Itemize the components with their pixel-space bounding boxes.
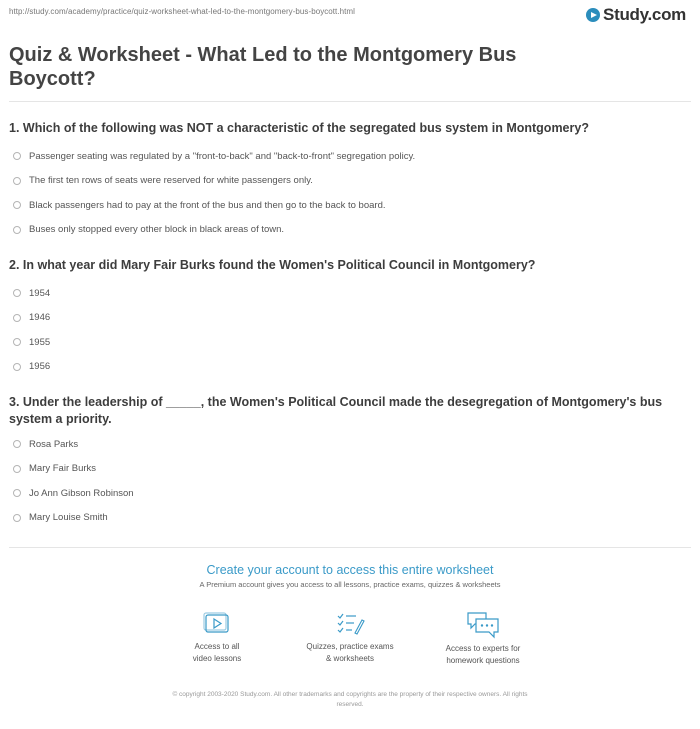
radio-icon[interactable] <box>13 152 21 160</box>
play-logo-icon <box>586 8 600 22</box>
feature-line: Access to all <box>194 642 240 651</box>
question-text: 2. In what year did Mary Fair Burks found the Women's Political Council in Montgomery? <box>9 258 536 272</box>
feature-label <box>418 643 548 666</box>
options-list <box>9 144 691 242</box>
radio-icon[interactable] <box>13 201 21 209</box>
radio-icon[interactable] <box>13 289 21 297</box>
answer-option[interactable] <box>9 506 691 531</box>
answer-option[interactable] <box>9 281 691 306</box>
cta-title[interactable]: Create your account to access this entire worksheet <box>206 563 494 577</box>
radio-icon[interactable] <box>13 314 21 322</box>
answer-option[interactable] <box>9 169 691 194</box>
question-2 <box>9 257 691 379</box>
feature-quizzes <box>285 611 415 664</box>
option-label: The first ten rows of seats were reserved for white passengers only. <box>29 175 313 187</box>
chat-icon <box>466 611 500 639</box>
feature-label <box>152 641 282 664</box>
answer-option[interactable] <box>9 355 691 380</box>
study-logo[interactable] <box>586 4 686 26</box>
footer-line: reserved. <box>336 700 364 708</box>
video-icon <box>202 611 232 637</box>
question-1 <box>9 120 691 242</box>
checklist-icon <box>335 611 365 637</box>
divider <box>9 547 691 548</box>
feature-line: Quizzes, practice exams <box>306 642 394 651</box>
radio-icon[interactable] <box>13 489 21 497</box>
option-label: Buses only stopped every other block in black areas of town. <box>29 224 285 236</box>
radio-icon[interactable] <box>13 338 21 346</box>
feature-label <box>285 641 415 664</box>
radio-icon[interactable] <box>13 226 21 234</box>
question-3 <box>9 394 691 530</box>
option-label: Mary Fair Burks <box>29 463 97 475</box>
options-list <box>9 432 691 530</box>
cta-subtitle: A Premium account gives you access to all lessons, practice exams, quizzes & worksheets <box>199 580 501 589</box>
option-label: 1954 <box>29 287 51 299</box>
page-title: Quiz & Worksheet - What Led to the Montgomery Bus Boycott? <box>9 44 517 90</box>
answer-option[interactable] <box>9 144 691 169</box>
option-label: 1946 <box>29 312 51 324</box>
feature-video-lessons <box>152 611 282 664</box>
options-list <box>9 281 691 379</box>
logo-text: Study.com <box>603 5 686 24</box>
radio-icon[interactable] <box>13 465 21 473</box>
option-label: 1955 <box>29 336 51 348</box>
answer-option[interactable] <box>9 193 691 218</box>
page-url: http://study.com/academy/practice/quiz-worksheet-what-led-to-the-montgomery-bus-boycott.html <box>9 7 355 16</box>
copyright-footer <box>120 690 580 709</box>
feature-line: Access to experts for <box>445 644 521 653</box>
option-label: 1956 <box>29 361 51 373</box>
option-label: Mary Louise Smith <box>29 512 108 524</box>
feature-experts <box>418 611 548 666</box>
footer-line: © copyright 2003-2020 Study.com. All other trademarks and copyrights are the property of their respective owners. All rights <box>172 691 528 698</box>
answer-option[interactable] <box>9 306 691 331</box>
answer-option[interactable] <box>9 481 691 506</box>
answer-option[interactable] <box>9 218 691 243</box>
question-text: 1. Which of the following was NOT a characteristic of the segregated bus system in Montgomery? <box>9 121 589 135</box>
feature-line: & worksheets <box>325 653 375 663</box>
feature-line: video lessons <box>192 653 242 663</box>
divider <box>9 101 691 102</box>
option-label: Rosa Parks <box>29 438 79 450</box>
radio-icon[interactable] <box>13 177 21 185</box>
feature-line: homework questions <box>446 655 520 665</box>
radio-icon[interactable] <box>13 514 21 522</box>
answer-option[interactable] <box>9 330 691 355</box>
answer-option[interactable] <box>9 457 691 482</box>
option-label: Black passengers had to pay at the front of the bus and then go to the back to board. <box>29 199 386 211</box>
option-label: Passenger seating was regulated by a "front-to-back" and "back-to-front" segregation policy. <box>29 150 416 162</box>
radio-icon[interactable] <box>13 363 21 371</box>
question-text: 3. Under the leadership of _____, the Women's Political Council made the desegregation of Montgomery's bus system a priority. <box>9 395 663 426</box>
radio-icon[interactable] <box>13 440 21 448</box>
option-label: Jo Ann Gibson Robinson <box>29 487 134 499</box>
answer-option[interactable] <box>9 432 691 457</box>
